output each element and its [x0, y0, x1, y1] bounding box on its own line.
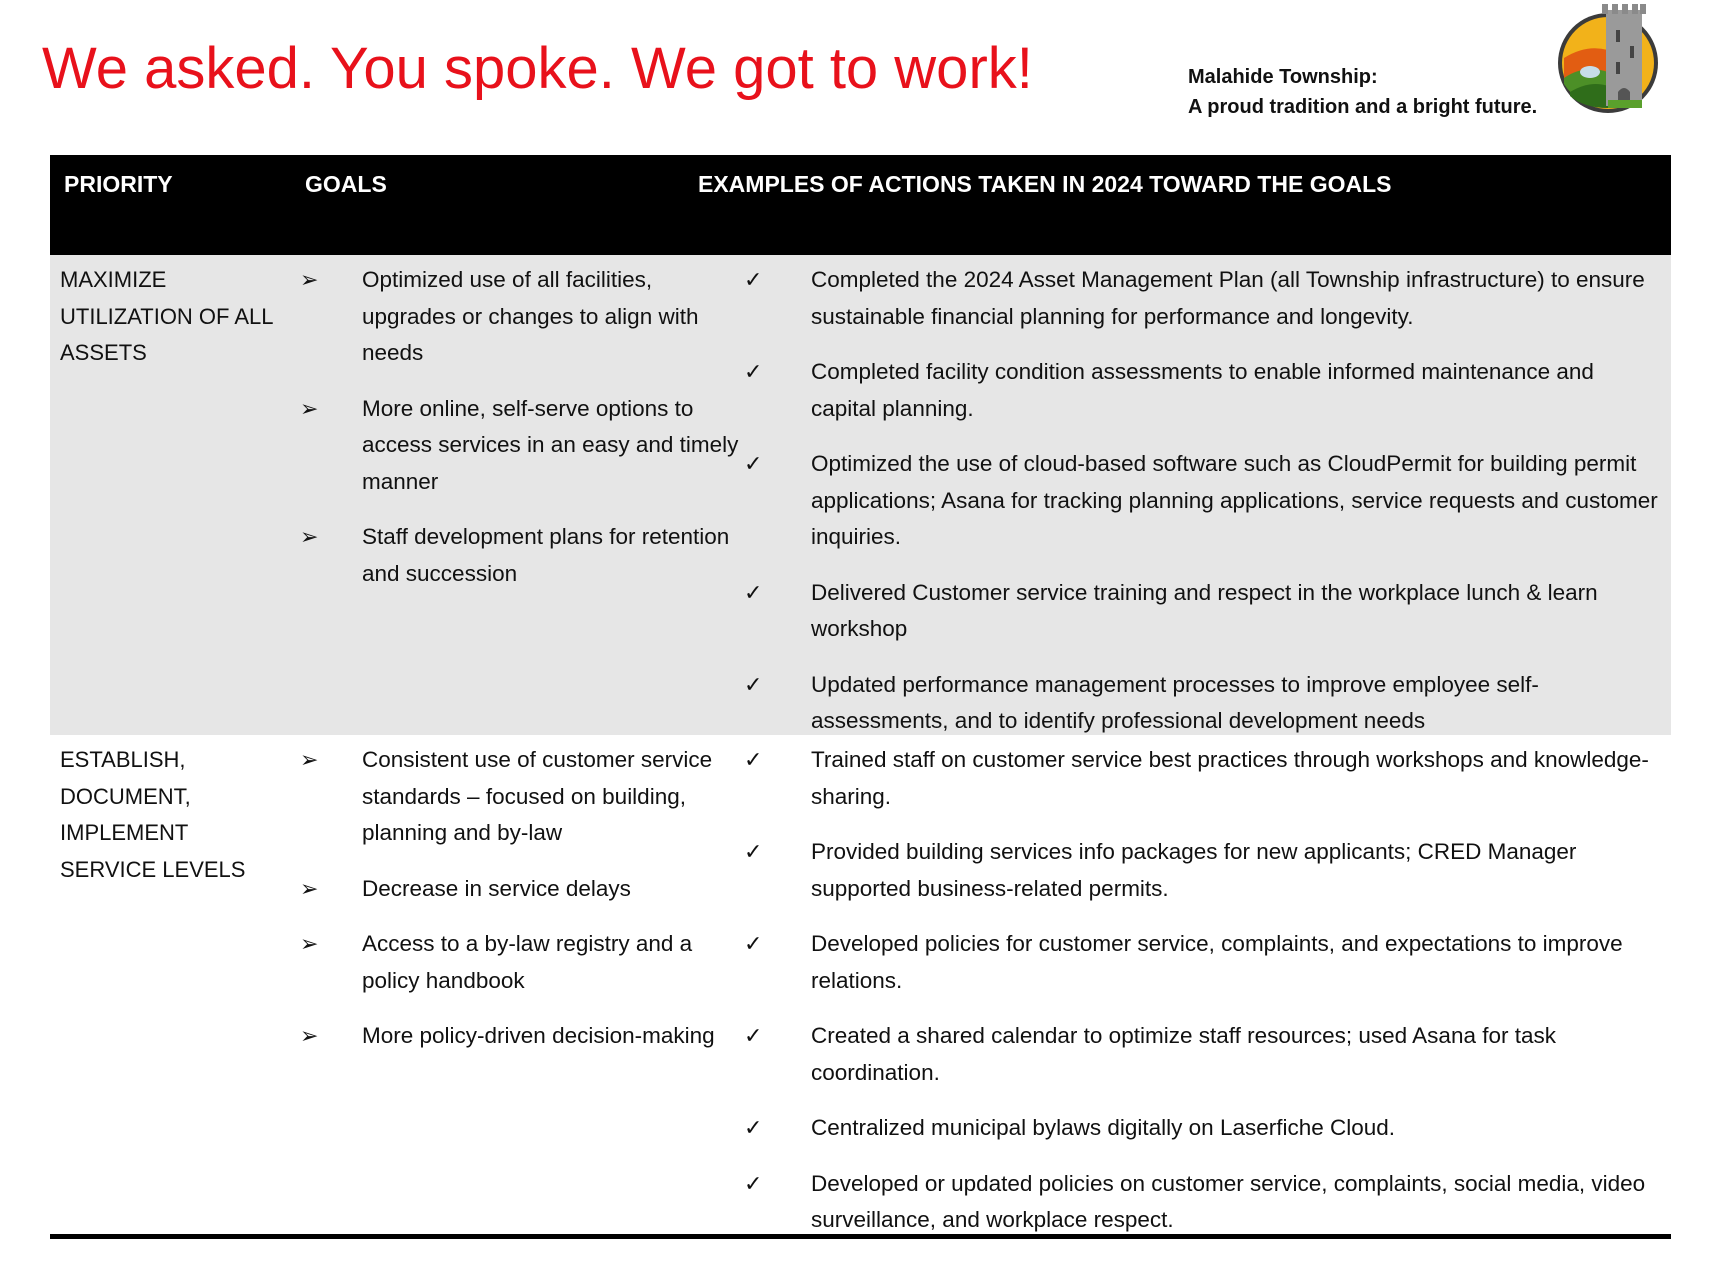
- tagline-line-2: A proud tradition and a bright future.: [1188, 96, 1538, 118]
- action-item: [693, 262, 1663, 335]
- table-row: [50, 735, 1671, 1234]
- action-text: Completed facility condition assessments to enable informed maintenance and capital planning.: [811, 359, 1594, 421]
- checkmark-icon: ✓: [744, 451, 763, 476]
- goal-item: [300, 262, 740, 372]
- checkmark-icon: ✓: [744, 579, 763, 605]
- goal-text: Consistent use of customer service standards – focused on building, planning and by-law: [362, 747, 713, 845]
- goal-text: Decrease in service delays: [362, 875, 631, 901]
- action-text: Trained staff on customer service best practices through workshops and knowledge-sharing.: [811, 747, 1649, 809]
- goals-cell: [300, 742, 740, 1074]
- checkmark-icon: ✓: [744, 839, 763, 864]
- actions-cell: [693, 262, 1663, 759]
- action-text: Updated performance management processes to improve employee self-assessments, and to identify professional development needs: [811, 671, 1539, 733]
- arrow-bullet-icon: ➢: [300, 1023, 319, 1048]
- checkmark-icon: ✓: [744, 747, 763, 772]
- actions-cell: [693, 742, 1663, 1258]
- action-item: [693, 834, 1663, 907]
- goals-cell: [300, 262, 740, 611]
- goal-item: [300, 391, 740, 501]
- action-text: Delivered Customer service training and respect in the workplace lunch & learn workshop: [811, 579, 1598, 641]
- checkmark-icon: ✓: [744, 1170, 763, 1196]
- table-bottom-rule: [50, 1234, 1671, 1239]
- goal-text: More policy-driven decision-making: [362, 1023, 715, 1048]
- goal-text: Optimized use of all facilities, upgrades or changes to align with needs: [362, 267, 699, 365]
- action-text: Completed the 2024 Asset Management Plan (all Township infrastructure) to ensure sustainable financial planning for performance and longevity.: [811, 267, 1645, 329]
- township-tower-logo-icon: [1556, 0, 1671, 118]
- priority-cell: ESTABLISH, DOCUMENT, IMPLEMENT SERVICE LEVELS: [60, 747, 246, 882]
- action-item: [693, 1166, 1663, 1239]
- goal-item: [300, 742, 740, 852]
- arrow-bullet-icon: ➢: [300, 524, 319, 549]
- goal-text: Staff development plans for retention and succession: [362, 524, 730, 586]
- action-item: [693, 742, 1663, 815]
- action-text: Developed policies for customer service, complaints, and expectations to improve relations.: [811, 931, 1623, 993]
- township-tagline: [1188, 62, 1537, 122]
- action-item: [693, 446, 1663, 556]
- action-text: Optimized the use of cloud-based software such as CloudPermit for building permit applications; Asana for tracking planning applications, service requests and customer inquiries.: [811, 451, 1658, 549]
- goal-item: [300, 1018, 740, 1055]
- priorities-table: [50, 155, 1671, 1234]
- action-item: [693, 926, 1663, 999]
- table-header: [50, 155, 1671, 255]
- action-text: Created a shared calendar to optimize staff resources; used Asana for task coordination.: [811, 1023, 1556, 1085]
- checkmark-icon: ✓: [744, 1023, 763, 1048]
- tagline-line-1: Malahide Township:: [1188, 66, 1378, 88]
- table-row: [50, 255, 1671, 735]
- arrow-bullet-icon: ➢: [300, 931, 319, 956]
- action-text: Provided building services info packages for new applicants; CRED Manager supported business-related permits.: [811, 839, 1577, 901]
- arrow-bullet-icon: ➢: [300, 875, 319, 901]
- priority-cell: MAXIMIZE UTILIZATION OF ALL ASSETS: [60, 267, 273, 365]
- column-header-priority: PRIORITY: [64, 171, 173, 197]
- column-header-actions: EXAMPLES OF ACTIONS TAKEN IN 2024 TOWARD THE GOALS: [698, 171, 1392, 197]
- arrow-bullet-icon: ➢: [300, 395, 319, 421]
- goal-item: [300, 926, 740, 999]
- action-text: Developed or updated policies on customer service, complaints, social media, video surveillance, and workplace respect.: [811, 1170, 1646, 1232]
- checkmark-icon: ✓: [744, 359, 763, 384]
- checkmark-icon: ✓: [744, 931, 763, 956]
- goal-text: Access to a by-law registry and a policy handbook: [362, 931, 693, 993]
- action-item: [693, 575, 1663, 648]
- column-header-goals: GOALS: [305, 171, 387, 197]
- action-item: [693, 1110, 1663, 1147]
- arrow-bullet-icon: ➢: [300, 267, 319, 292]
- goal-item: [300, 519, 740, 592]
- action-text: Centralized municipal bylaws digitally on Laserfiche Cloud.: [811, 1115, 1396, 1140]
- goal-item: [300, 871, 740, 908]
- checkmark-icon: ✓: [744, 1115, 763, 1140]
- checkmark-icon: ✓: [744, 671, 763, 697]
- action-item: [693, 1018, 1663, 1091]
- checkmark-icon: ✓: [744, 267, 763, 292]
- action-item: [693, 354, 1663, 427]
- arrow-bullet-icon: ➢: [300, 747, 319, 772]
- goal-text: More online, self-serve options to access services in an easy and timely manner: [362, 395, 739, 494]
- page-title: We asked. You spoke. We got to work!: [42, 36, 1033, 101]
- action-item: [693, 667, 1663, 740]
